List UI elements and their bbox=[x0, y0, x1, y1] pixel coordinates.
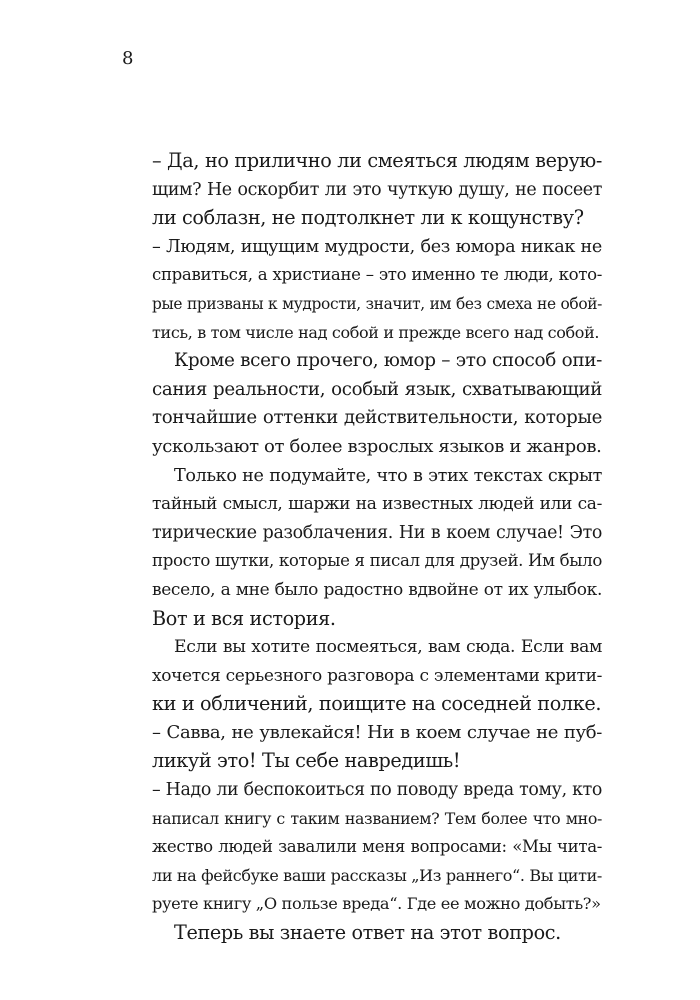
body-text bbox=[152, 147, 602, 948]
text-line: щим? Не оскорбит ли это чуткую душу, не посеет bbox=[152, 179, 602, 200]
paragraph bbox=[152, 719, 602, 776]
paragraph bbox=[152, 147, 602, 233]
text-line: – Людям, ищущим мудрости, без юмора никак не bbox=[152, 236, 602, 257]
text-line: – Да, но прилично ли смеяться людям верую- bbox=[152, 149, 602, 172]
text-line: ки и обличений, поищите на соседней полке. bbox=[152, 692, 602, 716]
text-line: Только не подумайте, что в этих текстах скрыт bbox=[174, 465, 602, 486]
text-line: руете книгу „О пользе вреда“. Где ее можно добыть?» bbox=[152, 894, 601, 914]
paragraph bbox=[152, 776, 602, 919]
paragraph bbox=[152, 462, 602, 634]
text-line: рые призваны к мудрости, значит, им без смеха не обой- bbox=[152, 294, 602, 313]
text-line: ускользают от более взрослых языков и жанров. bbox=[152, 435, 602, 457]
text-line: Теперь вы знаете ответ на этот вопрос. bbox=[174, 921, 561, 945]
text-line: тайный смысл, шаржи на известных людей или са- bbox=[152, 494, 602, 515]
paragraph bbox=[152, 347, 602, 461]
paragraph bbox=[152, 233, 602, 347]
text-line: тирические разоблачения. Ни в коем случае! Это bbox=[152, 522, 602, 543]
paragraph bbox=[152, 633, 602, 719]
text-line: Кроме всего прочего, юмор – это способ опи- bbox=[174, 350, 602, 372]
text-line: хочется серьезного разговора с элементами крити- bbox=[152, 665, 602, 686]
text-line: ликуй это! Ты себе навредишь! bbox=[152, 749, 461, 773]
text-line: – Надо ли беспокоиться по поводу вреда тому, кто bbox=[152, 780, 602, 801]
text-line: ли соблазн, не подтолкнет ли к кощунству? bbox=[152, 206, 584, 230]
text-line: весело, а мне было радостно вдвойне от их улыбок. bbox=[152, 579, 602, 600]
text-line: просто шутки, которые я писал для друзей. Им было bbox=[152, 551, 602, 571]
text-line: тончайшие оттенки действительности, которые bbox=[152, 407, 602, 429]
text-line: – Савва, не увлекайся! Ни в коем случае не пуб- bbox=[152, 721, 602, 743]
text-line: тись, в том числе над собой и прежде всего над собой. bbox=[152, 322, 600, 342]
text-line: Вот и вся история. bbox=[152, 606, 336, 630]
text-line: Если вы хотите посмеяться, вам сюда. Если вам bbox=[174, 637, 602, 658]
text-line: справиться, а христиане – это именно те люди, кото- bbox=[152, 265, 602, 285]
text-line: сания реальности, особый язык, схватывающий bbox=[152, 378, 602, 400]
text-line: ли на фейсбуке ваши рассказы „Из раннего“. Вы цити- bbox=[152, 865, 602, 885]
text-line: написал книгу с таким названием? Тем более что мно- bbox=[152, 808, 602, 828]
page-number: 8 bbox=[122, 48, 134, 69]
text-line: жество людей завалили меня вопросами: «Мы чита- bbox=[152, 837, 602, 857]
paragraph bbox=[152, 919, 602, 948]
